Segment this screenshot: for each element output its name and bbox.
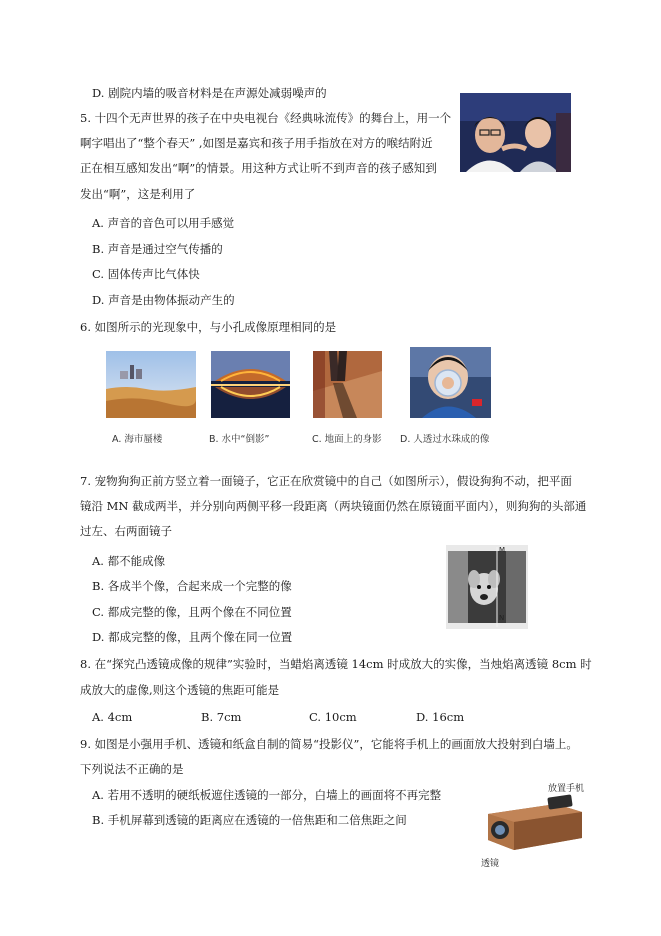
q9-label-lens: 透镜	[481, 859, 500, 869]
q6-caption-a: A. 海市蜃楼	[112, 434, 163, 445]
q7-option-d: D. 都成完整的像，且两个像在同一位置	[92, 630, 293, 644]
q9-photo-projector	[478, 790, 588, 854]
q6-photo-water-drop	[410, 347, 491, 418]
q7-option-c: C. 都成完整的像，且两个像在不同位置	[92, 605, 292, 619]
q8-option-d: D. 16cm	[416, 710, 465, 724]
q9-stem-line-1: 9. 如图是小强用手机、透镜和纸盒自制的简易“投影仪”，它能将手机上的画面放大投射到白墙上。	[80, 737, 578, 751]
q6-photo-shadow	[313, 351, 382, 418]
q6-stem: 6. 如图所示的光现象中，与小孔成像原理相同的是	[80, 320, 337, 334]
q8-stem-line-2: 成放大的虚像,则这个透镜的焦距可能是	[80, 683, 280, 697]
q7-stem-line-1: 7. 宠物狗狗正前方竖立着一面镜子，它正在欣赏镜中的自己（如图所示），假设狗狗不动，把平面	[80, 474, 572, 488]
q7-label-n: N	[499, 614, 505, 622]
q5-option-d: D. 声音是由物体振动产生的	[92, 293, 235, 307]
q8-stem-line-1: 8. 在“探究凸透镜成像的规律”实验时，当蜡焰离透镜 14cm 时成放大的实像，当烛焰离透镜 8cm 时	[80, 657, 592, 671]
q7-stem-line-3: 过左、右两面镜子	[80, 524, 172, 538]
q9-stem-line-2: 下列说法不正确的是	[80, 762, 184, 776]
q9-option-b: B. 手机屏幕到透镜的距离应在透镜的一倍焦距和二倍焦距之间	[92, 813, 407, 827]
q9-label-phone: 放置手机	[548, 784, 585, 794]
q5-option-a: A. 声音的音色可以用手感觉	[92, 216, 235, 230]
q5-photo	[460, 93, 571, 172]
q5-option-c: C. 固体传声比气体快	[92, 267, 200, 281]
q5-stem-line-4: 发出“啊”，这是利用了	[80, 187, 196, 201]
q7-option-b: B. 各成半个像，合起来成一个完整的像	[92, 579, 292, 593]
q4-option-d: D. 剧院内墙的吸音材料是在声源处减弱噪声的	[92, 86, 327, 100]
q5-stem-line-3: 正在相互感知发出“啊”的情景。用这种方式让听不到声音的孩子感知到	[80, 161, 437, 175]
q5-stem-line-1: 5. 十四个无声世界的孩子在中央电视台《经典咏流传》的舞台上，用一个	[80, 111, 452, 125]
q8-option-a: A. 4cm	[92, 710, 133, 724]
q6-photo-mirage	[106, 351, 196, 418]
q5-stem-line-2: 啊字唱出了“整个春天” ,如图是嘉宾和孩子用手指放在对方的喉结附近	[80, 136, 433, 150]
q5-option-b: B. 声音是通过空气传播的	[92, 242, 223, 256]
q7-option-a: A. 都不能成像	[92, 554, 166, 568]
q7-photo-dog-mirror	[446, 545, 528, 629]
q6-caption-d: D. 人透过水珠成的像	[400, 434, 490, 445]
q8-option-c: C. 10cm	[309, 710, 357, 724]
q6-caption-b: B. 水中“倒影”	[209, 434, 270, 445]
q7-label-m: M	[499, 546, 506, 554]
q9-option-a: A. 若用不透明的硬纸板遮住透镜的一部分，白墙上的画面将不再完整	[92, 788, 442, 802]
q6-photo-reflection	[211, 351, 290, 418]
q6-caption-c: C. 地面上的身影	[312, 434, 382, 445]
q7-stem-line-2: 镜沿 MN 截成两半，并分别向两侧平移一段距离（两块镜面仍然在原镜面平面内），则狗狗的头部通	[80, 499, 587, 513]
q8-option-b: B. 7cm	[201, 710, 242, 724]
